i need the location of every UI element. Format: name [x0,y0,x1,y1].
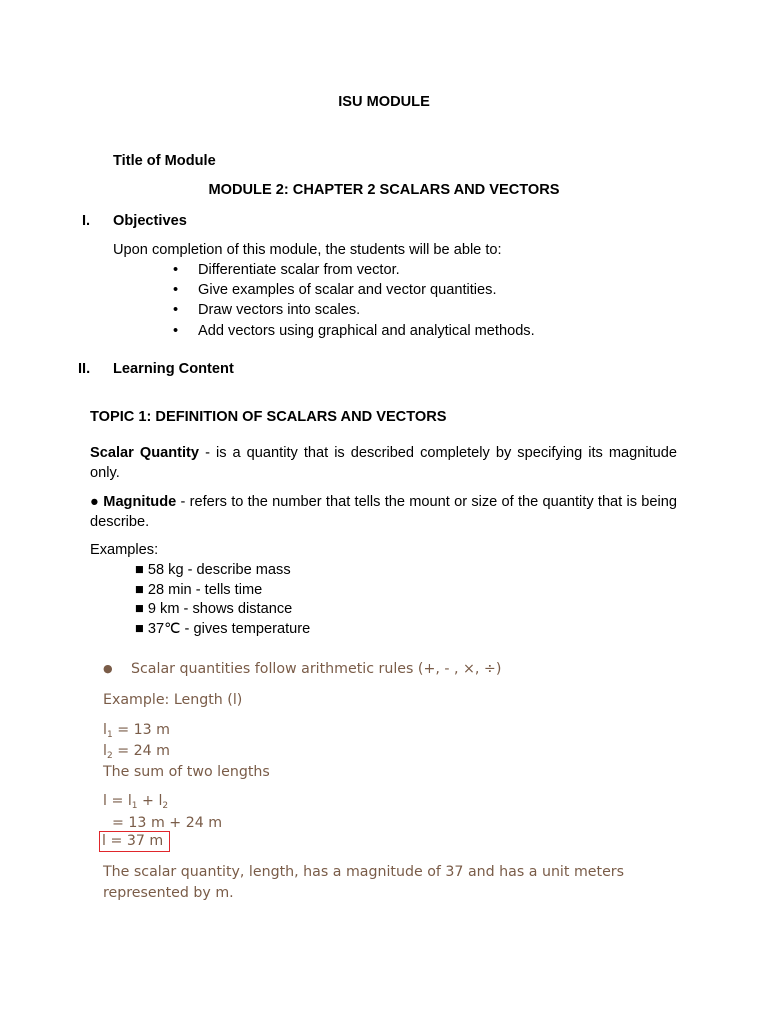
square-bullet-icon: ■ [135,562,148,578]
magnitude-definition: ● Magnitude - refers to the number that tells the mount or size of the quantity that is being describe. [90,494,677,530]
square-bullet-icon: ■ [135,620,148,637]
bullet-icon: • [173,262,179,278]
square-bullet-icon: ■ [135,581,148,598]
l2-line: $l_2 = 24$ m [103,743,170,761]
section1-heading: Objectives [113,213,187,229]
sum-label: The sum of two lengths [103,764,270,780]
bullet-icon: • [173,282,179,299]
objective-item: • Draw vectors into scales. [173,301,535,321]
scalar-definition: Scalar Quantity - is a quantity that is described completely by specifying its magnitude only. [90,445,677,481]
example-label: Example: Length (l) [103,692,243,708]
scalar-arithmetic-figure [103,660,663,910]
square-bullet-icon: ■ [135,601,148,617]
section1-number: I. [82,213,91,229]
bullet-icon: • [173,322,179,339]
module-label: Title of Module [113,153,216,169]
objectives-intro: Upon completion of this module, the students will be able to: [113,242,502,258]
objective-item: • Add vectors using graphical and analytical methods. [173,322,535,342]
list-item: ■ 28 min - tells time [135,581,263,598]
objective-item: • Differentiate scalar from vector. [173,261,535,281]
objective-item: • Give examples of scalar and vector quantities. [173,281,535,301]
section2-heading: Learning Content [113,361,234,377]
module-title: MODULE 2: CHAPTER 2 SCALARS AND VECTORS [208,182,560,198]
rule-text: Scalar quantities follow arithmetic rules (+, - , ×, ÷) [131,661,502,677]
l1-line: $l_1 = 13$ m [103,722,170,740]
list-item: ■ 37℃ - gives temperature [135,620,311,637]
bullet-icon: ● [103,662,113,675]
page-title: ISU MODULE [338,94,430,110]
result-box [99,834,170,848]
bullet-icon: ● [90,494,104,510]
sum-equation: $l = l_1 + l_2$ [103,793,169,811]
objectives-list [173,261,535,342]
sum-equation-line2: = 13 m + 24 m [112,815,223,831]
conclusion-line2: represented by m. [103,885,234,901]
conclusion-line1: The scalar quantity, length, has a magnitude of 37 and has a unit meters [103,864,625,880]
examples-label: Examples: [90,542,159,558]
list-item: ■ 9 km - shows distance [135,601,293,617]
section2-number: II. [78,361,91,377]
list-item: ■ 58 kg - describe mass [135,562,291,578]
topic-heading: TOPIC 1: DEFINITION OF SCALARS AND VECTORS [90,409,447,425]
examples-list [135,561,310,639]
result-highlight: l = 37 m [99,831,170,852]
bullet-icon: • [173,302,179,319]
